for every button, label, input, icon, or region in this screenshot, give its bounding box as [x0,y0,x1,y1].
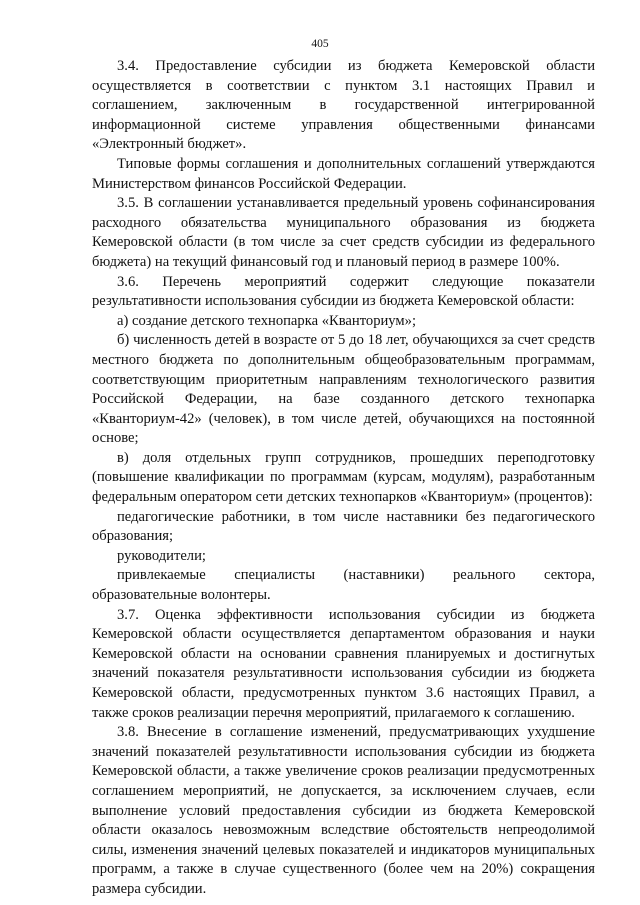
paragraph-3-6: 3.6. Перечень мероприятий содержит следующие показатели результативности использования субсидии из бюджета Кемеровской области: [92,273,595,310]
sublist-teachers: педагогические работники, в том числе наставники без педагогического образования; [92,508,595,545]
page-number: 405 [311,38,329,50]
list-item-v: в) доля отдельных групп сотрудников, прошедших переподготовку (повышение квалификации по программам (курсам, модулям), разработанным федеральным оператором сети детских технопарков «Кванториум» (процентов): [92,449,595,506]
sublist-specialists: привлекаемые специалисты (наставники) реального сектора, образовательные волонтеры. [92,567,595,604]
list-item-b: б) численность детей в возрасте от 5 до 18 лет, обучающихся за счет средств местного бюджета по дополнительным общеобразовательным программам, соответствующим приоритетным направлениям технологического развития Российской Федерации, на базе созданного детского технопарка «Кванториум-42» (человек), в том числе детей, обучающихся на постоянной основе; [92,332,595,447]
list-item-a: а) создание детского технопарка «Кванториум»; [117,312,416,329]
document-body [92,57,595,900]
paragraph-3-8: 3.8. Внесение в соглашение изменений, предусматривающих ухудшение значений показателей результативности использования субсидии из бюджета Кемеровской области, а также увеличение сроков реализации предусмотренных соглашением мероприятий, не допускается, за исключением случаев, если выполнение условий предоставления субсидии из бюджета Кемеровской области оказалось невозможным вследствие обстоятельств непреодолимой силы, изменения значений целевых показателей и индикаторов муниципальных программ, а также в случае существенного (более чем на 20%) сокращения размера субсидии. [92,724,595,897]
paragraph-3-4: 3.4. Предоставление субсидии из бюджета Кемеровской области осуществляется в соответствии с пунктом 3.1 настоящих Правил и соглашением, заключенным в государственной интегрированной информационной системе управления общественными финансами «Электронный бюджет». [92,58,595,153]
sublist-managers: руководители; [117,547,206,564]
paragraph-3-5: 3.5. В соглашении устанавливается предельный уровень софинансирования расходного обязательства муниципального образования из бюджета Кемеровской области (в том числе за счет средств субсидии из федерального бюджета) на текущий финансовый год и плановый период в размере 100%. [92,195,595,270]
paragraph-standard-forms: Типовые формы соглашения и дополнительных соглашений утверждаются Министерством финансов Российской Федерации. [92,155,595,192]
paragraph-3-7: 3.7. Оценка эффективности использования субсидии из бюджета Кемеровской области осуществляется департаментом образования и науки Кемеровской области на основании сравнения планируемых и достигнутых значений показателя результативности использования субсидии из бюджета Кемеровской области, предусмотренных пунктом 3.6 настоящих Правил, а также сроков реализации перечня мероприятий, прилагаемого к соглашению. [92,606,595,721]
